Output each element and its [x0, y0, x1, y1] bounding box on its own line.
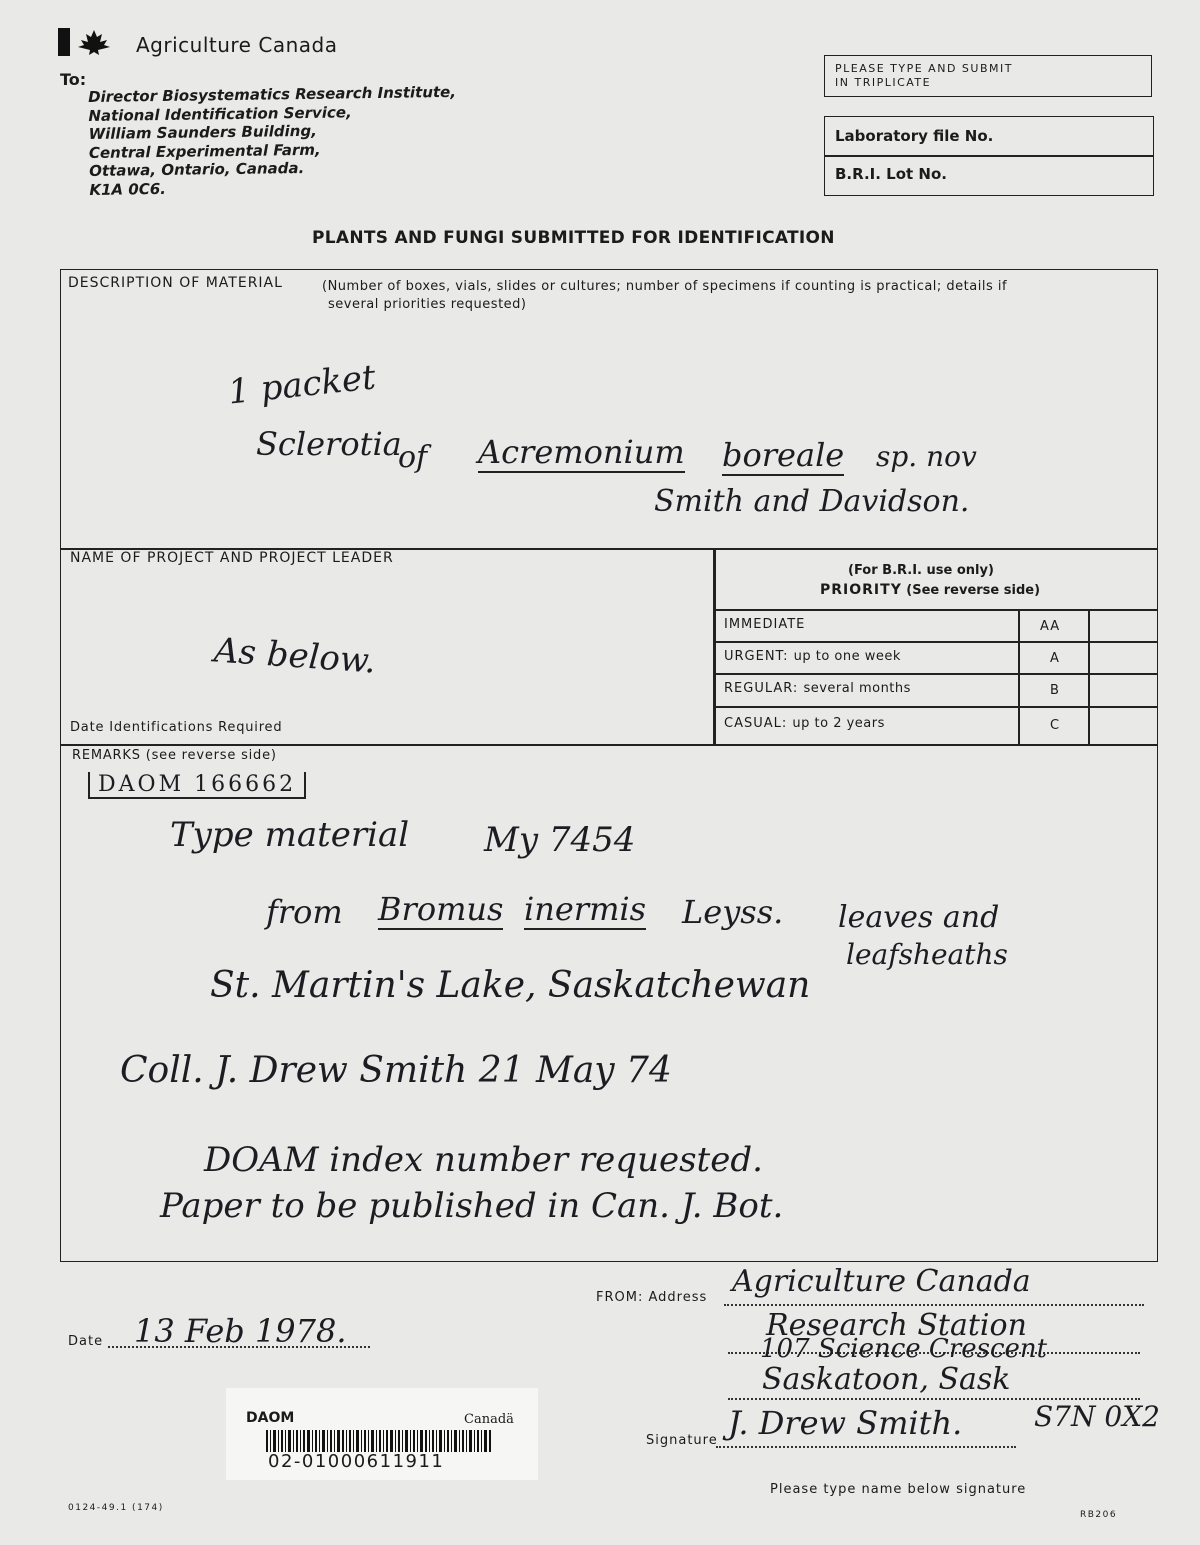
- hand-authors: Smith and Davidson.: [654, 484, 970, 519]
- hand-date: 13 Feb 1978.: [134, 1312, 347, 1350]
- priority-label: REGULAR:: [724, 681, 799, 696]
- hand-leaves-and: leaves and: [838, 900, 1000, 935]
- hand-inermis: inermis: [524, 890, 647, 928]
- hand-postal-code: S7N 0X2: [1034, 1400, 1160, 1433]
- hand-type-material: Type material: [170, 815, 410, 855]
- barcode-number: 02-01000611911: [268, 1451, 445, 1472]
- daom-number: DAOM 166662: [98, 772, 297, 797]
- address-line: K1A 0C6.: [89, 179, 167, 199]
- bri-lot-label: B.R.I. Lot No.: [835, 165, 947, 183]
- to-label: To:: [60, 70, 87, 89]
- triplicate-notice: [824, 55, 1152, 97]
- signature-label: Signature: [646, 1433, 718, 1448]
- hand-locality: St. Martin's Lake, Saskatchewan: [210, 965, 811, 1006]
- notice-line-1: PLEASE TYPE AND SUBMIT: [835, 62, 1013, 75]
- hand-as-below: As below.: [212, 630, 378, 682]
- hand-address-4: Saskatoon, Sask: [762, 1362, 1011, 1397]
- lab-file-label: Laboratory file No.: [835, 127, 994, 145]
- priority-detail: up to one week: [793, 649, 901, 664]
- hand-publication: Paper to be published in Can. J. Bot.: [160, 1186, 784, 1226]
- hand-boreale: boreale: [722, 436, 845, 474]
- hand-address-3: 107 Science Crescent: [760, 1334, 1048, 1364]
- hand-collector: Coll. J. Drew Smith 21 May 74: [120, 1050, 672, 1091]
- barcode-label: [226, 1388, 538, 1480]
- priority-code-a: A: [1050, 651, 1059, 666]
- address-line: Director Biosystematics Research Institute,: [88, 82, 457, 106]
- bri-use-label: (For B.R.I. use only): [848, 563, 994, 578]
- address-line: William Saunders Building,: [88, 121, 317, 143]
- address-line: National Identification Service,: [88, 102, 352, 125]
- priority-casual: [724, 716, 885, 731]
- rb-code: RB206: [1080, 1510, 1118, 1520]
- hand-signature: J. Drew Smith.: [728, 1404, 963, 1442]
- hand-packet: 1 packet: [226, 357, 378, 413]
- hand-address-2: Research Station: [766, 1308, 1027, 1343]
- priority-label: URGENT:: [724, 649, 789, 664]
- file-number-box: [824, 116, 1154, 196]
- priority-detail: several months: [803, 681, 911, 696]
- type-name-note: Please type name below signature: [770, 1482, 1027, 1497]
- recipient-address: [88, 83, 457, 199]
- hand-bromus: Bromus: [378, 890, 504, 928]
- priority-urgent: [724, 649, 901, 664]
- hand-leyss: Leyss.: [682, 893, 784, 931]
- description-note-2: several priorities requested): [328, 297, 527, 312]
- remarks-label: REMARKS (see reverse side): [72, 748, 277, 763]
- address-line: Ottawa, Ontario, Canada.: [89, 158, 305, 180]
- priority-code-b: B: [1050, 683, 1059, 698]
- hand-my-number: My 7454: [484, 820, 636, 860]
- description-note: (Number of boxes, vials, slides or cultures; number of specimens if counting is practical; details if: [322, 279, 1008, 294]
- notice-line-2: IN TRIPLICATE: [835, 76, 932, 89]
- address-line: Central Experimental Farm,: [88, 140, 321, 162]
- hand-from: from: [266, 893, 343, 931]
- hand-of: of: [398, 440, 428, 475]
- priority-note: (See reverse side): [906, 583, 1041, 598]
- priority-label: CASUAL:: [724, 716, 788, 731]
- priority-immediate: [724, 617, 805, 632]
- priority-code-aa: AA: [1040, 619, 1061, 634]
- form-frame: [60, 269, 1158, 1262]
- agency-name: Agriculture Canada: [136, 33, 338, 57]
- hand-acremonium: Acremonium: [478, 433, 685, 471]
- barcode-title: DAOM: [246, 1410, 295, 1426]
- priority-detail: up to 2 years: [792, 716, 885, 731]
- priority-label: IMMEDIATE: [724, 617, 806, 632]
- hand-address-1: Agriculture Canada: [732, 1264, 1031, 1299]
- hand-sclerotia: Sclerotia: [256, 425, 402, 463]
- barcode: [266, 1430, 492, 1452]
- priority-title: [820, 582, 1040, 598]
- date-required-label: Date Identifications Required: [70, 720, 283, 735]
- priority-code-c: C: [1050, 718, 1060, 733]
- project-label: NAME OF PROJECT AND PROJECT LEADER: [70, 550, 394, 566]
- hand-index-request: DOAM index number requested.: [204, 1140, 763, 1180]
- priority-label: PRIORITY: [820, 582, 902, 598]
- barcode-brand: Canadä: [464, 1412, 514, 1427]
- from-address-label: FROM: Address: [596, 1290, 708, 1305]
- hand-sp-nov: sp. nov: [876, 440, 977, 473]
- hand-leafsheaths: leafsheaths: [846, 938, 1008, 971]
- form-code: 0124-49.1 (174): [68, 1503, 164, 1513]
- canada-flag-logo: [58, 28, 114, 56]
- description-label: DESCRIPTION OF MATERIAL: [68, 275, 283, 291]
- daom-number-box: [88, 772, 306, 799]
- form-title: PLANTS AND FUNGI SUBMITTED FOR IDENTIFICATION: [312, 228, 835, 248]
- priority-regular: [724, 681, 911, 696]
- date-label: Date: [68, 1334, 104, 1349]
